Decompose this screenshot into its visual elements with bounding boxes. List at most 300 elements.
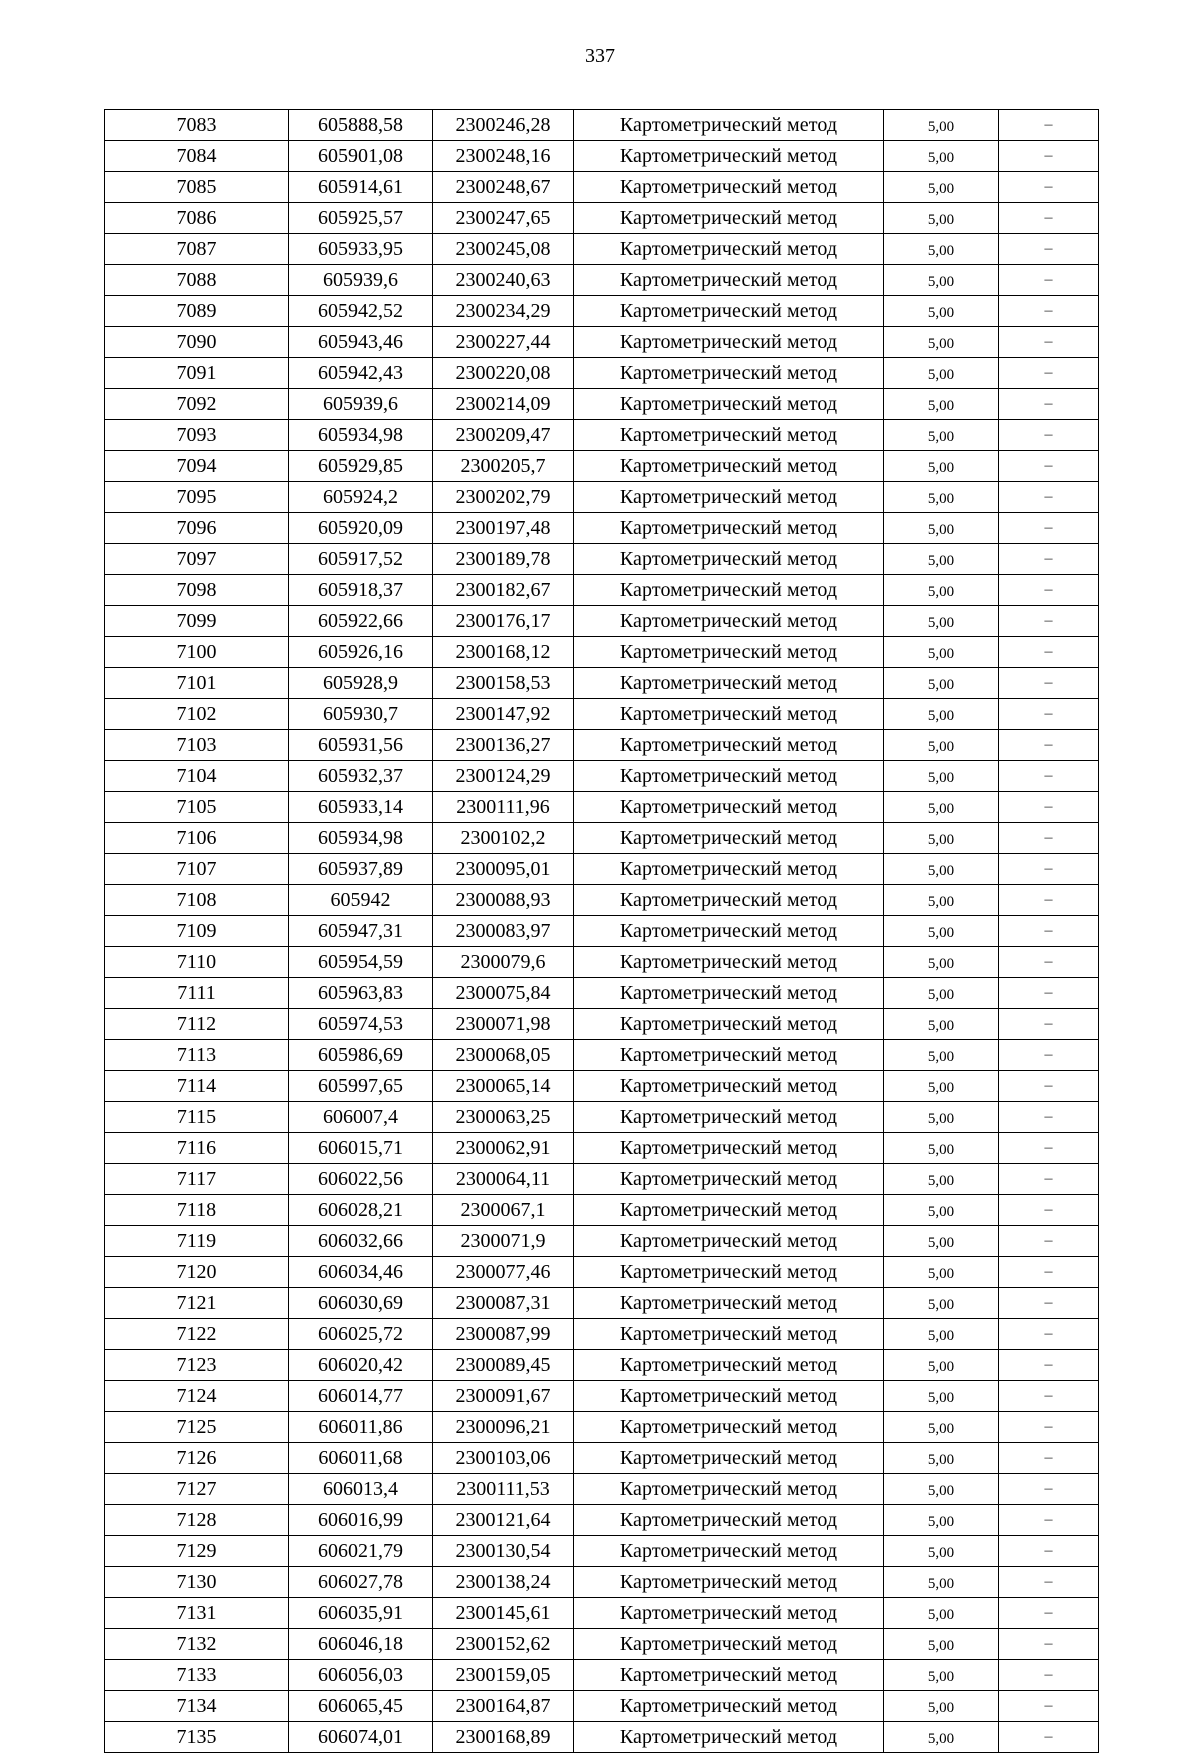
note-cell: – — [999, 823, 1099, 854]
coordinates-table-body — [105, 110, 1099, 1753]
accuracy-cell: 5,00 — [884, 110, 999, 141]
note-cell: – — [999, 1443, 1099, 1474]
x-coordinate-cell: 606035,91 — [289, 1598, 433, 1629]
note-cell: – — [999, 1071, 1099, 1102]
table-row — [105, 172, 1099, 203]
method-cell: Картометрический метод — [574, 420, 884, 451]
y-coordinate-cell: 2300063,25 — [433, 1102, 574, 1133]
method-cell: Картометрический метод — [574, 1660, 884, 1691]
y-coordinate-cell: 2300136,27 — [433, 730, 574, 761]
method-cell: Картометрический метод — [574, 1071, 884, 1102]
point-number-cell: 7106 — [105, 823, 289, 854]
method-cell: Картометрический метод — [574, 110, 884, 141]
y-coordinate-cell: 2300065,14 — [433, 1071, 574, 1102]
point-number-cell: 7127 — [105, 1474, 289, 1505]
note-cell: – — [999, 1319, 1099, 1350]
x-coordinate-cell: 605947,31 — [289, 916, 433, 947]
y-coordinate-cell: 2300071,98 — [433, 1009, 574, 1040]
note-cell: – — [999, 234, 1099, 265]
method-cell: Картометрический метод — [574, 916, 884, 947]
point-number-cell: 7101 — [105, 668, 289, 699]
note-cell: – — [999, 699, 1099, 730]
accuracy-cell: 5,00 — [884, 513, 999, 544]
accuracy-cell: 5,00 — [884, 1536, 999, 1567]
y-coordinate-cell: 2300096,21 — [433, 1412, 574, 1443]
x-coordinate-cell: 605918,37 — [289, 575, 433, 606]
y-coordinate-cell: 2300176,17 — [433, 606, 574, 637]
note-cell: – — [999, 730, 1099, 761]
point-number-cell: 7135 — [105, 1722, 289, 1753]
note-cell: – — [999, 110, 1099, 141]
method-cell: Картометрический метод — [574, 141, 884, 172]
note-cell: – — [999, 513, 1099, 544]
accuracy-cell: 5,00 — [884, 668, 999, 699]
table-row — [105, 420, 1099, 451]
point-number-cell: 7121 — [105, 1288, 289, 1319]
table-row — [105, 947, 1099, 978]
point-number-cell: 7122 — [105, 1319, 289, 1350]
point-number-cell: 7090 — [105, 327, 289, 358]
method-cell: Картометрический метод — [574, 730, 884, 761]
method-cell: Картометрический метод — [574, 482, 884, 513]
y-coordinate-cell: 2300088,93 — [433, 885, 574, 916]
y-coordinate-cell: 2300064,11 — [433, 1164, 574, 1195]
accuracy-cell: 5,00 — [884, 1009, 999, 1040]
x-coordinate-cell: 606021,79 — [289, 1536, 433, 1567]
accuracy-cell: 5,00 — [884, 389, 999, 420]
note-cell: – — [999, 389, 1099, 420]
accuracy-cell: 5,00 — [884, 916, 999, 947]
y-coordinate-cell: 2300220,08 — [433, 358, 574, 389]
table-row — [105, 1226, 1099, 1257]
y-coordinate-cell: 2300246,28 — [433, 110, 574, 141]
accuracy-cell: 5,00 — [884, 172, 999, 203]
accuracy-cell: 5,00 — [884, 265, 999, 296]
method-cell: Картометрический метод — [574, 1722, 884, 1753]
note-cell: – — [999, 1505, 1099, 1536]
y-coordinate-cell: 2300089,45 — [433, 1350, 574, 1381]
method-cell: Картометрический метод — [574, 513, 884, 544]
note-cell: – — [999, 296, 1099, 327]
point-number-cell: 7094 — [105, 451, 289, 482]
table-row — [105, 1350, 1099, 1381]
accuracy-cell: 5,00 — [884, 854, 999, 885]
accuracy-cell: 5,00 — [884, 1381, 999, 1412]
y-coordinate-cell: 2300083,97 — [433, 916, 574, 947]
table-row — [105, 668, 1099, 699]
note-cell: – — [999, 792, 1099, 823]
x-coordinate-cell: 605901,08 — [289, 141, 433, 172]
y-coordinate-cell: 2300202,79 — [433, 482, 574, 513]
point-number-cell: 7113 — [105, 1040, 289, 1071]
note-cell: – — [999, 761, 1099, 792]
method-cell: Картометрический метод — [574, 978, 884, 1009]
table-row — [105, 637, 1099, 668]
method-cell: Картометрический метод — [574, 1164, 884, 1195]
y-coordinate-cell: 2300111,96 — [433, 792, 574, 823]
point-number-cell: 7085 — [105, 172, 289, 203]
x-coordinate-cell: 605942 — [289, 885, 433, 916]
y-coordinate-cell: 2300159,05 — [433, 1660, 574, 1691]
y-coordinate-cell: 2300248,67 — [433, 172, 574, 203]
accuracy-cell: 5,00 — [884, 1567, 999, 1598]
point-number-cell: 7099 — [105, 606, 289, 637]
note-cell: – — [999, 1474, 1099, 1505]
x-coordinate-cell: 605920,09 — [289, 513, 433, 544]
y-coordinate-cell: 2300103,06 — [433, 1443, 574, 1474]
note-cell: – — [999, 1691, 1099, 1722]
x-coordinate-cell: 605937,89 — [289, 854, 433, 885]
table-row — [105, 203, 1099, 234]
method-cell: Картометрический метод — [574, 327, 884, 358]
point-number-cell: 7108 — [105, 885, 289, 916]
accuracy-cell: 5,00 — [884, 1598, 999, 1629]
note-cell: – — [999, 141, 1099, 172]
accuracy-cell: 5,00 — [884, 792, 999, 823]
method-cell: Картометрический метод — [574, 1009, 884, 1040]
accuracy-cell: 5,00 — [884, 885, 999, 916]
note-cell: – — [999, 885, 1099, 916]
point-number-cell: 7093 — [105, 420, 289, 451]
x-coordinate-cell: 605933,14 — [289, 792, 433, 823]
y-coordinate-cell: 2300189,78 — [433, 544, 574, 575]
method-cell: Картометрический метод — [574, 172, 884, 203]
note-cell: – — [999, 1412, 1099, 1443]
method-cell: Картометрический метод — [574, 1381, 884, 1412]
method-cell: Картометрический метод — [574, 451, 884, 482]
y-coordinate-cell: 2300145,61 — [433, 1598, 574, 1629]
table-row — [105, 141, 1099, 172]
y-coordinate-cell: 2300095,01 — [433, 854, 574, 885]
accuracy-cell: 5,00 — [884, 1443, 999, 1474]
y-coordinate-cell: 2300209,47 — [433, 420, 574, 451]
method-cell: Картометрический метод — [574, 1474, 884, 1505]
x-coordinate-cell: 605924,2 — [289, 482, 433, 513]
point-number-cell: 7111 — [105, 978, 289, 1009]
table-row — [105, 1536, 1099, 1567]
x-coordinate-cell: 606014,77 — [289, 1381, 433, 1412]
table-row — [105, 1288, 1099, 1319]
accuracy-cell: 5,00 — [884, 699, 999, 730]
accuracy-cell: 5,00 — [884, 1102, 999, 1133]
accuracy-cell: 5,00 — [884, 1071, 999, 1102]
y-coordinate-cell: 2300068,05 — [433, 1040, 574, 1071]
x-coordinate-cell: 606027,78 — [289, 1567, 433, 1598]
note-cell: – — [999, 1660, 1099, 1691]
note-cell: – — [999, 1722, 1099, 1753]
accuracy-cell: 5,00 — [884, 606, 999, 637]
y-coordinate-cell: 2300130,54 — [433, 1536, 574, 1567]
accuracy-cell: 5,00 — [884, 420, 999, 451]
y-coordinate-cell: 2300121,64 — [433, 1505, 574, 1536]
point-number-cell: 7123 — [105, 1350, 289, 1381]
table-row — [105, 1071, 1099, 1102]
note-cell: – — [999, 947, 1099, 978]
x-coordinate-cell: 605942,43 — [289, 358, 433, 389]
x-coordinate-cell: 606011,68 — [289, 1443, 433, 1474]
accuracy-cell: 5,00 — [884, 730, 999, 761]
accuracy-cell: 5,00 — [884, 451, 999, 482]
method-cell: Картометрический метод — [574, 854, 884, 885]
table-row — [105, 110, 1099, 141]
x-coordinate-cell: 605943,46 — [289, 327, 433, 358]
table-row — [105, 792, 1099, 823]
accuracy-cell: 5,00 — [884, 141, 999, 172]
accuracy-cell: 5,00 — [884, 1040, 999, 1071]
x-coordinate-cell: 606046,18 — [289, 1629, 433, 1660]
y-coordinate-cell: 2300077,46 — [433, 1257, 574, 1288]
y-coordinate-cell: 2300247,65 — [433, 203, 574, 234]
table-row — [105, 823, 1099, 854]
table-row — [105, 1412, 1099, 1443]
note-cell: – — [999, 637, 1099, 668]
method-cell: Картометрический метод — [574, 1567, 884, 1598]
point-number-cell: 7134 — [105, 1691, 289, 1722]
point-number-cell: 7083 — [105, 110, 289, 141]
note-cell: – — [999, 1288, 1099, 1319]
point-number-cell: 7087 — [105, 234, 289, 265]
note-cell: – — [999, 327, 1099, 358]
x-coordinate-cell: 606034,46 — [289, 1257, 433, 1288]
table-row — [105, 1567, 1099, 1598]
table-row — [105, 978, 1099, 1009]
table-row — [105, 544, 1099, 575]
y-coordinate-cell: 2300234,29 — [433, 296, 574, 327]
note-cell: – — [999, 1040, 1099, 1071]
table-row — [105, 1474, 1099, 1505]
method-cell: Картометрический метод — [574, 1133, 884, 1164]
accuracy-cell: 5,00 — [884, 575, 999, 606]
point-number-cell: 7104 — [105, 761, 289, 792]
table-row — [105, 265, 1099, 296]
table-row — [105, 1691, 1099, 1722]
point-number-cell: 7098 — [105, 575, 289, 606]
x-coordinate-cell: 605914,61 — [289, 172, 433, 203]
table-row — [105, 761, 1099, 792]
y-coordinate-cell: 2300214,09 — [433, 389, 574, 420]
method-cell: Картометрический метод — [574, 792, 884, 823]
y-coordinate-cell: 2300168,12 — [433, 637, 574, 668]
accuracy-cell: 5,00 — [884, 1722, 999, 1753]
method-cell: Картометрический метод — [574, 1412, 884, 1443]
x-coordinate-cell: 605997,65 — [289, 1071, 433, 1102]
method-cell: Картометрический метод — [574, 389, 884, 420]
x-coordinate-cell: 606022,56 — [289, 1164, 433, 1195]
x-coordinate-cell: 605930,7 — [289, 699, 433, 730]
y-coordinate-cell: 2300152,62 — [433, 1629, 574, 1660]
y-coordinate-cell: 2300197,48 — [433, 513, 574, 544]
table-row — [105, 513, 1099, 544]
x-coordinate-cell: 605954,59 — [289, 947, 433, 978]
accuracy-cell: 5,00 — [884, 1195, 999, 1226]
x-coordinate-cell: 606020,42 — [289, 1350, 433, 1381]
point-number-cell: 7132 — [105, 1629, 289, 1660]
accuracy-cell: 5,00 — [884, 1133, 999, 1164]
point-number-cell: 7117 — [105, 1164, 289, 1195]
table-row — [105, 1195, 1099, 1226]
table-row — [105, 1040, 1099, 1071]
x-coordinate-cell: 605922,66 — [289, 606, 433, 637]
y-coordinate-cell: 2300245,08 — [433, 234, 574, 265]
x-coordinate-cell: 606007,4 — [289, 1102, 433, 1133]
note-cell: – — [999, 1195, 1099, 1226]
x-coordinate-cell: 605986,69 — [289, 1040, 433, 1071]
note-cell: – — [999, 1567, 1099, 1598]
x-coordinate-cell: 605931,56 — [289, 730, 433, 761]
accuracy-cell: 5,00 — [884, 1412, 999, 1443]
accuracy-cell: 5,00 — [884, 1164, 999, 1195]
table-row — [105, 1722, 1099, 1753]
table-row — [105, 389, 1099, 420]
note-cell: – — [999, 1536, 1099, 1567]
x-coordinate-cell: 606065,45 — [289, 1691, 433, 1722]
y-coordinate-cell: 2300248,16 — [433, 141, 574, 172]
method-cell: Картометрический метод — [574, 1536, 884, 1567]
accuracy-cell: 5,00 — [884, 1319, 999, 1350]
method-cell: Картометрический метод — [574, 1629, 884, 1660]
method-cell: Картометрический метод — [574, 1691, 884, 1722]
x-coordinate-cell: 605888,58 — [289, 110, 433, 141]
method-cell: Картометрический метод — [574, 668, 884, 699]
point-number-cell: 7102 — [105, 699, 289, 730]
point-number-cell: 7100 — [105, 637, 289, 668]
point-number-cell: 7105 — [105, 792, 289, 823]
accuracy-cell: 5,00 — [884, 761, 999, 792]
method-cell: Картометрический метод — [574, 1505, 884, 1536]
x-coordinate-cell: 605939,6 — [289, 389, 433, 420]
y-coordinate-cell: 2300182,67 — [433, 575, 574, 606]
x-coordinate-cell: 605925,57 — [289, 203, 433, 234]
x-coordinate-cell: 606011,86 — [289, 1412, 433, 1443]
point-number-cell: 7130 — [105, 1567, 289, 1598]
point-number-cell: 7086 — [105, 203, 289, 234]
method-cell: Картометрический метод — [574, 947, 884, 978]
accuracy-cell: 5,00 — [884, 1474, 999, 1505]
table-row — [105, 358, 1099, 389]
note-cell: – — [999, 916, 1099, 947]
note-cell: – — [999, 265, 1099, 296]
accuracy-cell: 5,00 — [884, 1629, 999, 1660]
x-coordinate-cell: 606032,66 — [289, 1226, 433, 1257]
accuracy-cell: 5,00 — [884, 1257, 999, 1288]
method-cell: Картометрический метод — [574, 1226, 884, 1257]
point-number-cell: 7118 — [105, 1195, 289, 1226]
table-row — [105, 730, 1099, 761]
method-cell: Картометрический метод — [574, 1319, 884, 1350]
y-coordinate-cell: 2300164,87 — [433, 1691, 574, 1722]
y-coordinate-cell: 2300227,44 — [433, 327, 574, 358]
accuracy-cell: 5,00 — [884, 296, 999, 327]
x-coordinate-cell: 606016,99 — [289, 1505, 433, 1536]
table-row — [105, 885, 1099, 916]
method-cell: Картометрический метод — [574, 1350, 884, 1381]
x-coordinate-cell: 606013,4 — [289, 1474, 433, 1505]
method-cell: Картометрический метод — [574, 203, 884, 234]
accuracy-cell: 5,00 — [884, 1226, 999, 1257]
point-number-cell: 7133 — [105, 1660, 289, 1691]
point-number-cell: 7088 — [105, 265, 289, 296]
note-cell: – — [999, 854, 1099, 885]
point-number-cell: 7109 — [105, 916, 289, 947]
accuracy-cell: 5,00 — [884, 482, 999, 513]
method-cell: Картометрический метод — [574, 358, 884, 389]
y-coordinate-cell: 2300062,91 — [433, 1133, 574, 1164]
coordinates-table — [104, 109, 1099, 1753]
x-coordinate-cell: 606056,03 — [289, 1660, 433, 1691]
method-cell: Картометрический метод — [574, 544, 884, 575]
y-coordinate-cell: 2300067,1 — [433, 1195, 574, 1226]
method-cell: Картометрический метод — [574, 823, 884, 854]
table-row — [105, 296, 1099, 327]
note-cell: – — [999, 203, 1099, 234]
y-coordinate-cell: 2300087,31 — [433, 1288, 574, 1319]
table-row — [105, 1009, 1099, 1040]
note-cell: – — [999, 1257, 1099, 1288]
y-coordinate-cell: 2300158,53 — [433, 668, 574, 699]
note-cell: – — [999, 606, 1099, 637]
table-row — [105, 606, 1099, 637]
method-cell: Картометрический метод — [574, 1102, 884, 1133]
note-cell: – — [999, 544, 1099, 575]
method-cell: Картометрический метод — [574, 1257, 884, 1288]
note-cell: – — [999, 451, 1099, 482]
point-number-cell: 7119 — [105, 1226, 289, 1257]
x-coordinate-cell: 605974,53 — [289, 1009, 433, 1040]
point-number-cell: 7110 — [105, 947, 289, 978]
method-cell: Картометрический метод — [574, 265, 884, 296]
x-coordinate-cell: 605928,9 — [289, 668, 433, 699]
accuracy-cell: 5,00 — [884, 823, 999, 854]
table-row — [105, 699, 1099, 730]
point-number-cell: 7103 — [105, 730, 289, 761]
method-cell: Картометрический метод — [574, 575, 884, 606]
y-coordinate-cell: 2300091,67 — [433, 1381, 574, 1412]
method-cell: Картометрический метод — [574, 234, 884, 265]
x-coordinate-cell: 606028,21 — [289, 1195, 433, 1226]
y-coordinate-cell: 2300240,63 — [433, 265, 574, 296]
point-number-cell: 7107 — [105, 854, 289, 885]
y-coordinate-cell: 2300124,29 — [433, 761, 574, 792]
method-cell: Картометрический метод — [574, 1040, 884, 1071]
note-cell: – — [999, 1226, 1099, 1257]
page-number: 337 — [585, 45, 615, 67]
method-cell: Картометрический метод — [574, 1598, 884, 1629]
point-number-cell: 7097 — [105, 544, 289, 575]
table-row — [105, 854, 1099, 885]
table-row — [105, 1164, 1099, 1195]
note-cell: – — [999, 358, 1099, 389]
table-row — [105, 482, 1099, 513]
x-coordinate-cell: 605942,52 — [289, 296, 433, 327]
point-number-cell: 7128 — [105, 1505, 289, 1536]
x-coordinate-cell: 606030,69 — [289, 1288, 433, 1319]
note-cell: – — [999, 668, 1099, 699]
point-number-cell: 7084 — [105, 141, 289, 172]
y-coordinate-cell: 2300147,92 — [433, 699, 574, 730]
point-number-cell: 7116 — [105, 1133, 289, 1164]
table-row — [105, 451, 1099, 482]
method-cell: Картометрический метод — [574, 699, 884, 730]
point-number-cell: 7129 — [105, 1536, 289, 1567]
y-coordinate-cell: 2300138,24 — [433, 1567, 574, 1598]
y-coordinate-cell: 2300071,9 — [433, 1226, 574, 1257]
note-cell: – — [999, 1629, 1099, 1660]
accuracy-cell: 5,00 — [884, 1350, 999, 1381]
table-row — [105, 916, 1099, 947]
note-cell: – — [999, 420, 1099, 451]
x-coordinate-cell: 605934,98 — [289, 823, 433, 854]
note-cell: – — [999, 482, 1099, 513]
